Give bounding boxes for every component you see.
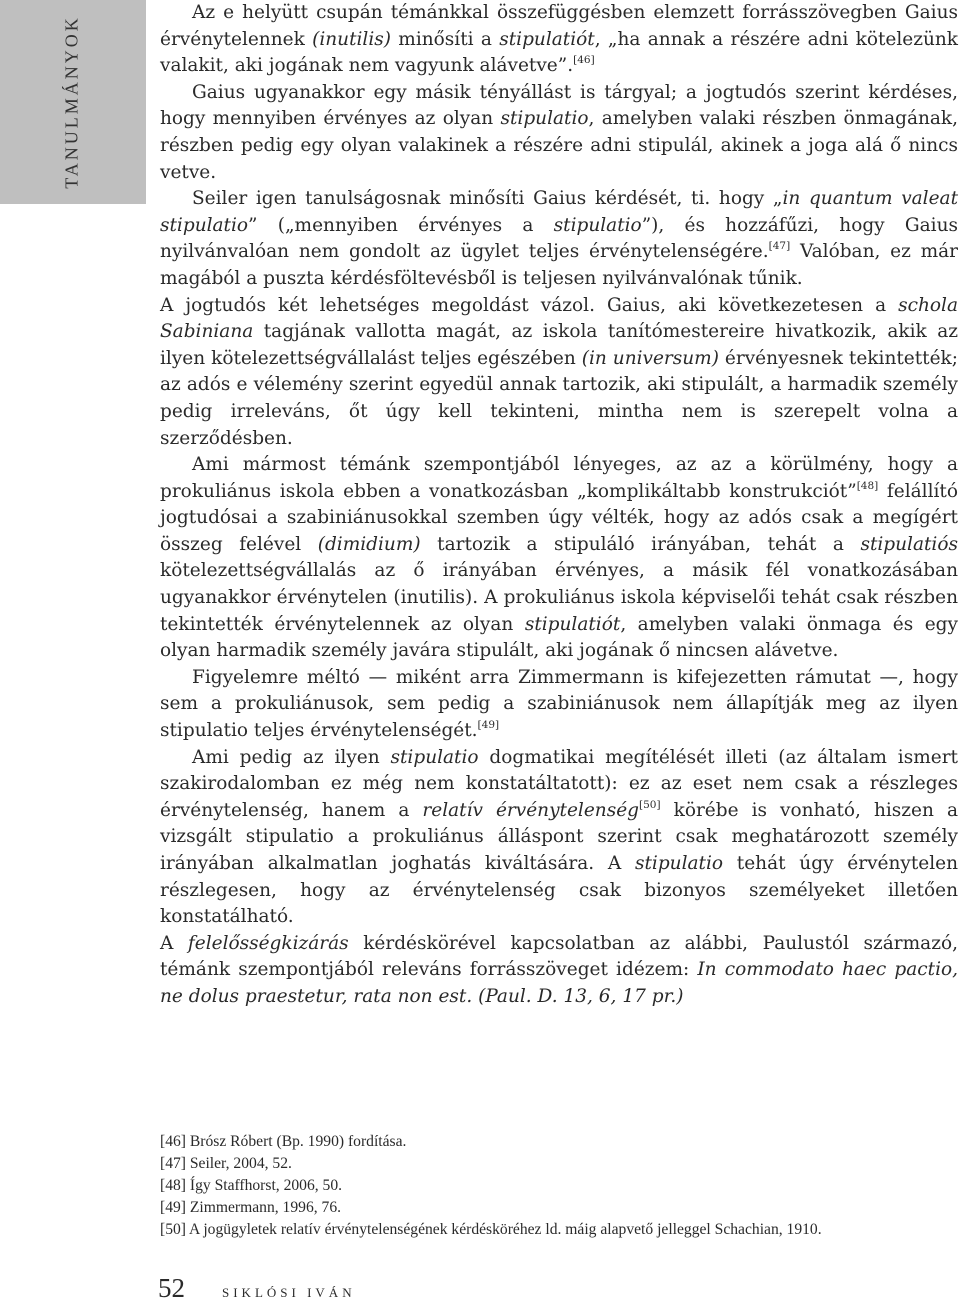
footnote: [50] A jogügyletek relatív érvénytelenségének kérdésköréhez ld. máig alapvető jelleggel Schachian, 1910. xyxy=(160,1220,822,1238)
paragraph xyxy=(160,452,958,665)
paragraph xyxy=(160,665,958,745)
footnote: [47] Seiler, 2004, 52. xyxy=(160,1154,292,1172)
italic-text: (inutilis) xyxy=(312,28,391,50)
text-run: dogmatikai megítélését illeti (az általam ismert szakirodalomban ez még nem konstatáltatott): ez az eset nem csak a részleges érvénytelenség, hanem a xyxy=(160,746,958,821)
text-run: minősíti a xyxy=(390,28,500,50)
paragraph xyxy=(160,931,958,1011)
text-run: , amelyben valaki önmaga és egy olyan harmadik személy javára stipulált, aki jogának ő nincsen alávetve. xyxy=(160,613,958,662)
italic-text: stipulatiós xyxy=(860,533,958,555)
page-number: 52 xyxy=(158,1273,185,1303)
italic-text: schola Sabiniana xyxy=(160,294,958,343)
text-run: ”), és hozzáfűzi, hogy Gaius nyilvánvalóan nem gondolt az ügylet teljes érvénytelenségére. xyxy=(160,214,958,263)
italic-text: (in universum) xyxy=(581,347,719,369)
section-label: TANULMÁNYOK xyxy=(61,15,82,189)
text-run: tagjának vallotta magát, az iskola tanítómestereire hivatkozik, akik az ilyen kötelezettségvállalást teljes egészében xyxy=(160,321,958,369)
text-run: felállító jogtudósai a szabiniánusokkal szemben úgy vélték, hogy az adós csak a megígért összeg felével xyxy=(160,480,959,555)
text-run: kötelezettségvállalás az ő irányában érvényes, a másik fél vonatkozásában ugyanakkor érvénytelen (inutilis). A prokuliánus iskola képviselői tehát csak részben tekintették érvénytelennek az olyan xyxy=(160,560,958,635)
text-run: Ami pedig az ilyen xyxy=(192,746,391,768)
paragraph xyxy=(160,80,958,186)
text-run: , amelyben valaki részben önmagának, részben pedig egy olyan valakinek a részére adni stipulál, akinek a joga alá ő nincs vetve. xyxy=(160,108,959,183)
paragraph xyxy=(160,0,958,80)
footnote-reference: [48] xyxy=(856,479,879,492)
italic-text: stipulatiót xyxy=(499,28,595,50)
text-run: Figyelemre méltó — miként arra Zimmermann is kifejezetten rámutat —, hogy sem a prokuliánusok, sem pedig a szabiniánusok nem állapítják meg az ilyen stipulatio teljes érvénytelenségét. xyxy=(160,666,958,742)
running-footer-author: SIKLÓSI IVÁN xyxy=(222,1285,356,1300)
footnote-reference: [49] xyxy=(477,718,500,731)
footnote: [48] Így Staffhorst, 2006, 50. xyxy=(160,1176,343,1194)
italic-text: felelősségkizárás xyxy=(187,932,349,954)
paragraph xyxy=(160,293,958,453)
italic-text: In commodato haec pactio, ne dolus praestetur, rata non est. (Paul. D. 13, 6, 17 pr.) xyxy=(160,959,959,1007)
text-run: tehát úgy érvénytelen részlegesen, hogy az érvénytelenség csak bizonyos személyeket illetően konstatálható. xyxy=(160,853,958,928)
text-run: , „ha annak a részére adni kötelezünk valakit, aki jogának nem vagyunk alávetve”. xyxy=(160,28,958,77)
text-run: kérdéskörével kapcsolatban az alábbi, Paulustól származó, témánk szempontjából releváns forrásszöveget idézem: xyxy=(160,932,958,981)
text-run: A xyxy=(160,932,188,954)
italic-text: stipulatio xyxy=(500,108,589,130)
italic-text: (dimidium) xyxy=(317,533,421,555)
italic-text: relatív érvénytelenség xyxy=(422,799,639,821)
footnote-reference: [50] xyxy=(639,798,661,811)
footnote-reference: [47] xyxy=(768,240,791,253)
text-run: Valóban, ez már magából a puszta kérdésföltevésből is teljesen nyilvánvalónak tűnik. xyxy=(160,241,958,289)
italic-text: in quantum valeat stipulatio xyxy=(160,188,958,236)
section-tab xyxy=(0,0,146,204)
text-run: Ami mármost témánk szempontjából lényeges, az az a körülmény, hogy a prokuliánus iskola ebben a vonatkozásban „komplikáltabb konstrukciót” xyxy=(160,454,958,502)
text-run: A jogtudós két lehetséges megoldást vázol. Gaius, aki következetesen a xyxy=(160,294,899,316)
italic-text: stipulatiót xyxy=(524,613,621,635)
footnote: [46] Brósz Róbert (Bp. 1990) fordítása. xyxy=(160,1133,407,1150)
text-run: körébe is vonható, hiszen a vizsgált stipulatio a prokuliánus álláspont szerint csak meghatározott személy irányában alkalmatlan joghatás kiváltására. A xyxy=(160,799,958,874)
footnote-reference: [46] xyxy=(573,54,595,67)
footnote: [49] Zimmermann, 1996, 76. xyxy=(160,1198,342,1216)
italic-text: stipulatio xyxy=(634,853,724,874)
text-run: Gaius ugyanakkor egy másik tényállást is tárgyal; a jogtudós szerint kérdéses, hogy mennyiben érvényes az olyan xyxy=(160,81,958,130)
paragraph xyxy=(160,745,958,931)
text-run: érvényesnek tekintették; az adós e vélemény szerint egyedül annak tartozik, aki stipulált, a harmadik személy pedig irreleváns, őt úgy kell tekinteni, mintha nem is szerepelt volna a szerződésben. xyxy=(160,347,958,449)
paragraph xyxy=(160,186,958,292)
footnotes xyxy=(160,1131,960,1241)
italic-text: stipulatio xyxy=(390,746,479,768)
text-run: ” („mennyiben érvényes a xyxy=(248,214,554,236)
main-text xyxy=(160,0,958,1011)
text-run: tartozik a stipuláló irányában, tehát a xyxy=(420,533,861,555)
text-run: Az e helyütt csupán témánkkal összefüggésben elemzett forrásszövegben Gaius érvénytelennek xyxy=(160,2,958,50)
italic-text: stipulatio xyxy=(553,214,642,236)
text-run: Seiler igen tanulságosnak minősíti Gaius kérdését, ti. hogy „ xyxy=(192,188,783,210)
